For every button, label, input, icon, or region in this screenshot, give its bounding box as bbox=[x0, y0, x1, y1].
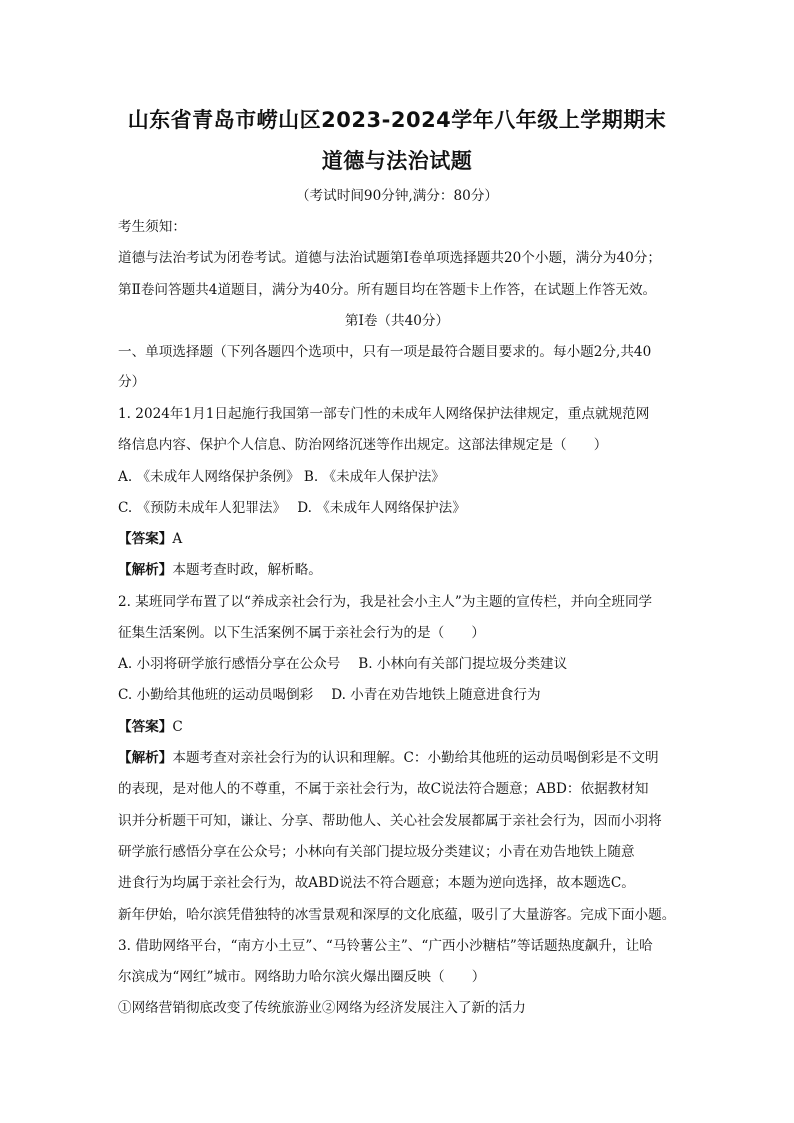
answer-tag: 【答案】 bbox=[118, 719, 173, 735]
material-intro: 新年伊始，哈尔滨凭借独特的冰雪景观和深厚的文化底蕴，吸引了大量游客。完成下面小题。 bbox=[118, 907, 676, 923]
exam-title: 山东省青岛市崂山区2023-2024学年八年级上学期期末 bbox=[127, 108, 667, 132]
question-2-analysis-line: 的表现，是对他人的不尊重，不属于亲社会行为，故C说法符合题意；ABD：依据教材知 bbox=[118, 781, 649, 797]
answer-value: C bbox=[172, 719, 183, 735]
answer-value: A bbox=[172, 531, 183, 547]
analysis-text: 本题考查时政，解析略。 bbox=[172, 562, 322, 578]
analysis-text: 本题考查对亲社会行为的认识和理解。C：小勤给其他班的运动员喝倒彩是不文明 bbox=[172, 750, 659, 766]
question-1-stem: 络信息内容、保护个人信息、防治网络沉迷等作出规定。这部法律规定是（ ） bbox=[118, 437, 608, 453]
question-3-stem: 尔滨成为“网红”城市。网络助力哈尔滨火爆出圈反映（ ） bbox=[118, 969, 486, 985]
question-2-option: A. 小羽将研学旅行感悟分享在公众号 B. 小林向有关部门提垃圾分类建议 bbox=[118, 656, 568, 672]
question-2-analysis-line: 研学旅行感悟分享在公众号；小林向有关部门提垃圾分类建议；小青在劝告地铁上随意 bbox=[118, 844, 635, 860]
question-1-option: A. 《未成年人网络保护条例》 B. 《未成年人保护法》 bbox=[118, 469, 445, 485]
notice-heading: 考生须知： bbox=[118, 219, 186, 235]
question-1-option: C. 《预防未成年人犯罪法》 D. 《未成年人网络保护法》 bbox=[118, 500, 466, 516]
question-2-analysis-line: 进食行为均属于亲社会行为，故ABD说法不符合题意；本题为逆向选择，故本题选C。 bbox=[118, 875, 635, 891]
question-2-stem: 征集生活案例。以下生活案例不属于亲社会行为的是（ ） bbox=[118, 625, 486, 641]
exam-subtitle: 道德与法治试题 bbox=[321, 149, 473, 173]
question-1-answer bbox=[118, 530, 688, 548]
question-3-stem: 3. 借助网络平台，“南方小土豆”、“马铃薯公主”、“广西小沙糖桔”等话题热度飙升，让哈 bbox=[118, 938, 653, 954]
question-2-analysis-line: 识并分析题干可知，谦让、分享、帮助他人、关心社会发展都属于亲社会行为，因而小羽将 bbox=[118, 813, 662, 829]
part-heading: 一、单项选择题（下列各题四个选项中，只有一项是最符合题目要求的。每小题2分,共40 bbox=[118, 344, 652, 360]
part-heading: 分） bbox=[118, 374, 146, 390]
exam-info: （考试时间90分钟,满分：80分） bbox=[295, 188, 499, 204]
question-2-stem: 2. 某班同学布置了以“养成亲社会行为，我是社会小主人”为主题的宣传栏，并向全班同学 bbox=[118, 594, 653, 610]
analysis-tag: 【解析】 bbox=[118, 750, 173, 766]
question-1-stem: 1. 2024年1月1日起施行我国第一部专门性的未成年人网络保护法律规定，重点就规范网 bbox=[118, 406, 650, 422]
answer-tag: 【答案】 bbox=[118, 531, 173, 547]
question-1-analysis bbox=[118, 561, 688, 579]
question-2-answer bbox=[118, 718, 688, 736]
analysis-tag: 【解析】 bbox=[118, 562, 173, 578]
notice-line: 第Ⅱ卷问答题共4道题目，满分为40分。所有题目均在答题卡上作答，在试题上作答无效。 bbox=[118, 282, 657, 298]
section-title: 第Ⅰ卷（共40分） bbox=[344, 313, 450, 329]
question-2-analysis bbox=[118, 749, 688, 767]
notice-line: 道德与法治考试为闭卷考试。道德与法治试题第Ⅰ卷单项选择题共20个小题，满分为40分； bbox=[118, 250, 661, 266]
question-2-option: C. 小勤给其他班的运动员喝倒彩 D. 小青在劝告地铁上随意进食行为 bbox=[118, 687, 541, 703]
question-3-items: ①网络营销彻底改变了传统旅游业②网络为经济发展注入了新的活力 bbox=[118, 1000, 526, 1016]
